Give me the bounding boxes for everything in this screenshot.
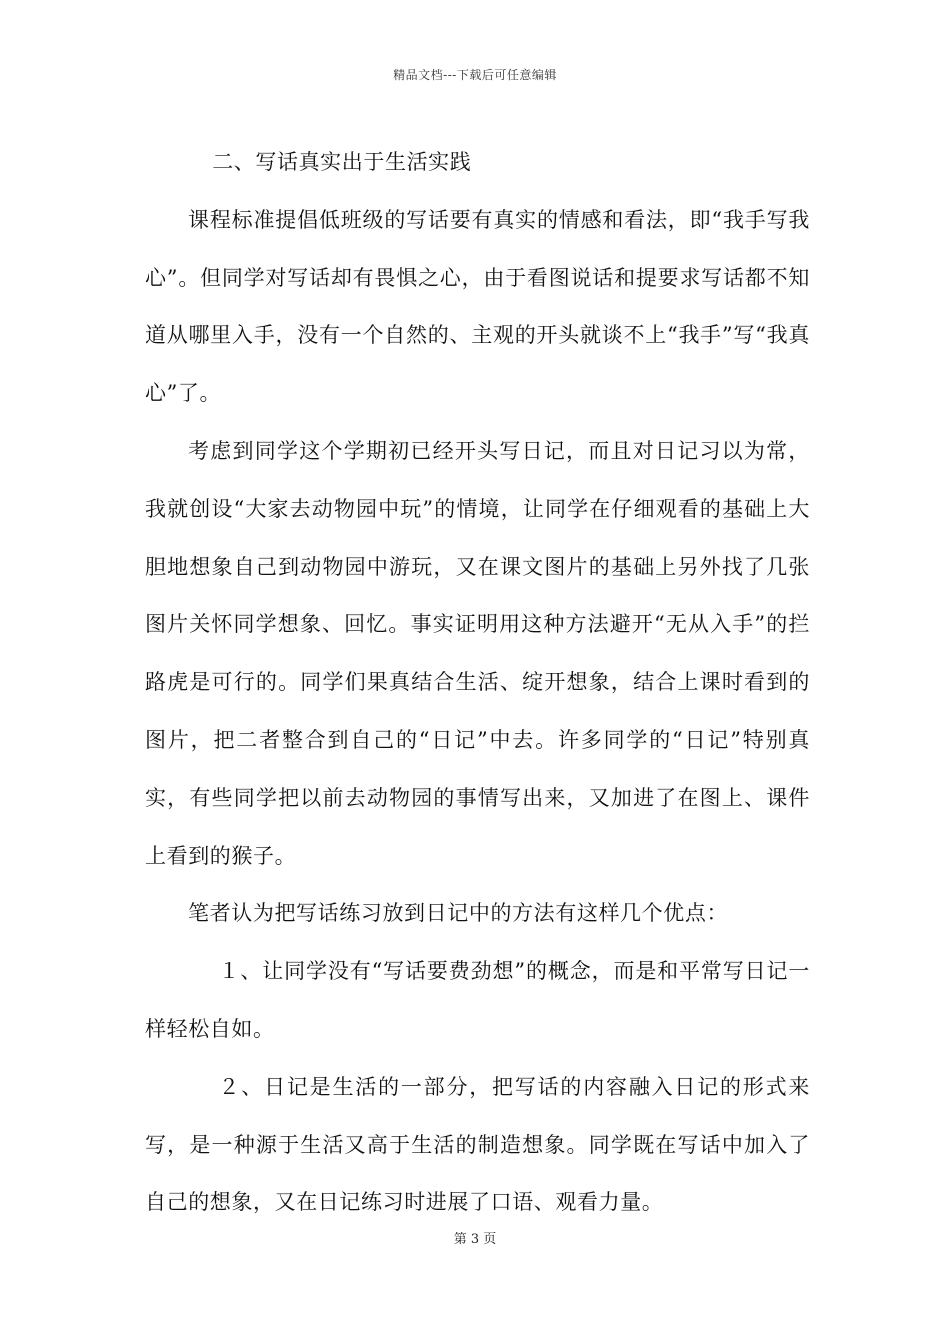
page-number: 第 3 页 [453,1232,497,1247]
list-item: １、让同学没有“写话要费劲想”的概念，而是和平常写日记一样轻松自如。 [145,959,810,1041]
page-header: 精品文档---下载后可任意编辑 [393,68,557,82]
paragraph: 考虑到同学这个学期初已经开头写日记，而且对日记习以为常，我就创设“大家去动物园中玩”的情境，让同学在仔细观看的基础上大胆地想象自己到动物园中游玩，又在课文图片的基础上另外找了几张图片关怀同学想象、回忆。事实证明用这种方法避开“无从入手”的拦路虎是可行的。同学们果真结合生活、绽开想象，结合上课时看到的图片，把二者整合到自己的“日记”中去。许多同学的“日记”特别真实，有些同学把以前去动物园的事情写出来，又加进了在图上、课件上看到的猴子。 [145,438,810,868]
section-heading: 二、写话真实出于生活实践 [212,150,472,174]
paragraph: 课程标准提倡低班级的写话要有真实的情感和看法，即“我手写我心”。但同学对写话却有畏惧之心，由于看图说话和提要求写话都不知道从哪里入手，没有一个自然的、主观的开头就谈不上“我手”写“我真心”了。 [145,207,810,406]
paragraph: 笔者认为把写话练习放到日记中的方法有这样几个优点： [188,901,729,926]
document-body [145,134,810,1232]
list-item: ２、日记是生活的一部分，把写话的内容融入日记的形式来写，是一种源于生活又高于生活的制造想象。同学既在写话中加入了自己的想象，又在日记练习时进展了口语、观看力量。 [145,1074,810,1215]
